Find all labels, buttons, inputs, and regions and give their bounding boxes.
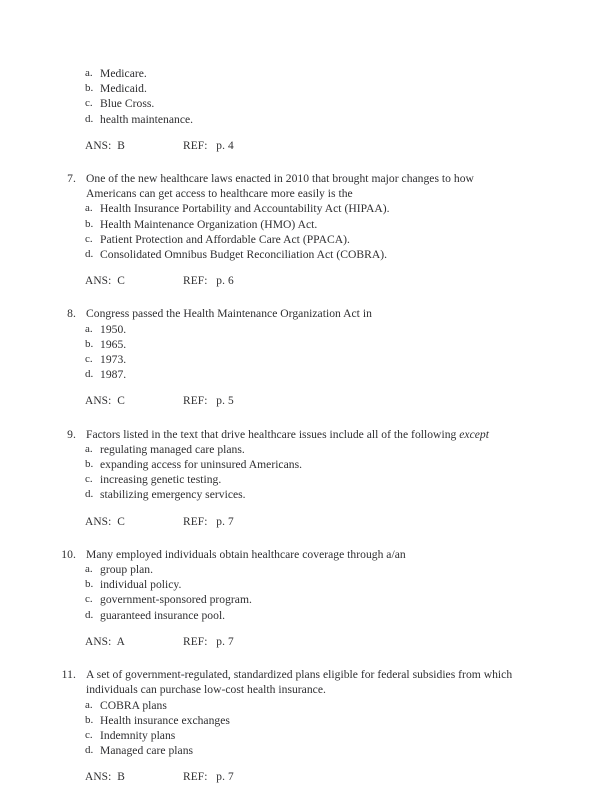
option-text: 1987. bbox=[100, 368, 127, 382]
option-list bbox=[0, 698, 600, 759]
option-item[interactable] bbox=[0, 367, 600, 382]
option-letter: c. bbox=[85, 593, 93, 606]
option-text: Medicare. bbox=[100, 67, 147, 80]
option-item[interactable] bbox=[0, 66, 600, 81]
question-text-main: A set of government-regulated, standardized plans eligible for federal subsidies from which individuals can purchase low-cost health insurance. bbox=[86, 668, 513, 697]
question-text-emphasis: except bbox=[459, 427, 489, 441]
option-item[interactable] bbox=[0, 728, 600, 743]
option-text: expanding access for uninsured Americans. bbox=[100, 458, 303, 472]
option-text: Managed care plans bbox=[100, 744, 194, 758]
option-text: Indemnity plans bbox=[100, 728, 176, 742]
option-text: 1965. bbox=[100, 337, 127, 351]
option-item[interactable] bbox=[0, 322, 600, 337]
option-letter: c. bbox=[85, 473, 93, 486]
reference-label: REF: p. 6 bbox=[183, 275, 234, 288]
option-letter: d. bbox=[85, 248, 94, 261]
option-item[interactable] bbox=[0, 608, 600, 623]
option-item[interactable] bbox=[0, 217, 600, 232]
answer-label: ANS: B bbox=[85, 139, 125, 152]
option-item[interactable] bbox=[0, 247, 600, 262]
question-text bbox=[76, 306, 522, 321]
option-letter: a. bbox=[85, 202, 93, 215]
option-letter: c. bbox=[85, 97, 93, 110]
reference-label: REF: p. 7 bbox=[183, 635, 234, 648]
question-row bbox=[0, 547, 600, 562]
option-text: Health Insurance Portability and Accountability Act (HIPAA). bbox=[100, 202, 390, 216]
option-text: Health insurance exchanges bbox=[100, 713, 230, 727]
option-item[interactable] bbox=[0, 698, 600, 713]
option-text: Medicaid. bbox=[100, 82, 147, 96]
option-letter: b. bbox=[85, 337, 94, 350]
option-text: government-sponsored program. bbox=[100, 593, 252, 607]
option-item[interactable] bbox=[0, 352, 600, 367]
option-letter: b. bbox=[85, 82, 94, 95]
option-letter: d. bbox=[85, 488, 94, 501]
reference-label: REF: p. 4 bbox=[183, 139, 234, 152]
option-item[interactable] bbox=[0, 487, 600, 502]
option-item[interactable] bbox=[0, 592, 600, 607]
question-number: 7. bbox=[67, 172, 76, 186]
question-item bbox=[0, 306, 600, 409]
question-item bbox=[0, 547, 600, 650]
option-text: Consolidated Omnibus Budget Reconciliation Act (COBRA). bbox=[100, 248, 388, 262]
option-item[interactable] bbox=[0, 337, 600, 352]
option-text: Patient Protection and Affordable Care Act (PPACA). bbox=[100, 232, 350, 246]
continuation-options-block bbox=[0, 0, 600, 154]
question-row bbox=[0, 306, 600, 321]
option-letter: a. bbox=[85, 563, 93, 576]
option-letter: c. bbox=[85, 728, 93, 741]
option-item[interactable] bbox=[0, 457, 600, 472]
option-letter: c. bbox=[85, 232, 93, 245]
option-text: Blue Cross. bbox=[100, 97, 155, 111]
option-list bbox=[0, 66, 600, 127]
answer-row bbox=[0, 139, 600, 154]
question-text-main: Many employed individuals obtain healthcare coverage through a/an bbox=[86, 547, 406, 561]
option-item[interactable] bbox=[0, 112, 600, 127]
option-item[interactable] bbox=[0, 577, 600, 592]
option-item[interactable] bbox=[0, 743, 600, 758]
answer-row bbox=[0, 394, 600, 409]
question-row bbox=[0, 427, 600, 442]
option-item[interactable] bbox=[0, 472, 600, 487]
option-letter: b. bbox=[85, 578, 94, 591]
reference-label: REF: p. 7 bbox=[183, 771, 234, 784]
option-text: individual policy. bbox=[100, 578, 182, 592]
reference-label: REF: p. 7 bbox=[183, 515, 234, 528]
option-text: health maintenance. bbox=[100, 112, 194, 126]
question-row bbox=[0, 171, 600, 201]
option-letter: d. bbox=[85, 368, 94, 381]
answer-label: ANS: A bbox=[85, 635, 125, 648]
option-letter: a. bbox=[85, 698, 93, 711]
answer-label: ANS: C bbox=[85, 395, 125, 408]
option-letter: a. bbox=[85, 67, 93, 79]
question-text bbox=[76, 427, 522, 442]
question-text-main: Factors listed in the text that drive healthcare issues include all of the following bbox=[86, 427, 460, 441]
option-letter: b. bbox=[85, 458, 94, 471]
question-item bbox=[0, 667, 600, 785]
option-letter: b. bbox=[85, 217, 94, 230]
option-list bbox=[0, 322, 600, 383]
option-text: group plan. bbox=[100, 563, 154, 577]
reference-label: REF: p. 5 bbox=[183, 395, 234, 408]
option-text: regulating managed care plans. bbox=[100, 442, 245, 456]
option-text: stabilizing emergency services. bbox=[100, 488, 246, 502]
option-text: 1973. bbox=[100, 353, 127, 367]
question-text bbox=[76, 547, 522, 562]
option-letter: d. bbox=[85, 608, 94, 621]
answer-row bbox=[0, 515, 600, 530]
question-list bbox=[0, 171, 600, 786]
answer-label: ANS: B bbox=[85, 771, 125, 784]
answer-label: ANS: C bbox=[85, 275, 125, 288]
question-item bbox=[0, 427, 600, 530]
question-number: 10. bbox=[61, 547, 76, 561]
option-text: increasing genetic testing. bbox=[100, 473, 222, 487]
option-item[interactable] bbox=[0, 562, 600, 577]
option-item[interactable] bbox=[0, 232, 600, 247]
option-letter: b. bbox=[85, 713, 94, 726]
question-item bbox=[0, 171, 600, 289]
option-list bbox=[0, 562, 600, 623]
option-item[interactable] bbox=[0, 442, 600, 457]
option-text: Health Maintenance Organization (HMO) Act. bbox=[100, 217, 318, 231]
answer-row bbox=[0, 274, 600, 289]
question-text bbox=[76, 171, 522, 201]
option-item[interactable] bbox=[0, 713, 600, 728]
question-text bbox=[76, 667, 522, 697]
option-item[interactable] bbox=[0, 81, 600, 96]
option-letter: d. bbox=[85, 112, 94, 125]
option-letter: c. bbox=[85, 353, 93, 366]
option-letter: d. bbox=[85, 744, 94, 757]
question-number: 9. bbox=[67, 427, 76, 441]
option-item[interactable] bbox=[0, 96, 600, 111]
answer-row bbox=[0, 635, 600, 650]
option-list bbox=[0, 442, 600, 503]
option-list bbox=[0, 201, 600, 262]
answer-row bbox=[0, 770, 600, 785]
question-row bbox=[0, 667, 600, 697]
question-text-main: One of the new healthcare laws enacted in 2010 that brought major changes to how Americans can get access to healthcare more easily is the bbox=[86, 172, 474, 201]
answer-label: ANS: C bbox=[85, 515, 125, 528]
option-text: COBRA plans bbox=[100, 698, 167, 712]
question-number: 8. bbox=[67, 307, 76, 321]
option-item[interactable] bbox=[0, 201, 600, 216]
question-text-main: Congress passed the Health Maintenance Organization Act in bbox=[86, 307, 372, 321]
option-text: 1950. bbox=[100, 322, 127, 336]
option-text: guaranteed insurance pool. bbox=[100, 608, 226, 622]
option-letter: a. bbox=[85, 322, 93, 335]
option-letter: a. bbox=[85, 442, 93, 455]
question-number: 11. bbox=[61, 668, 76, 682]
